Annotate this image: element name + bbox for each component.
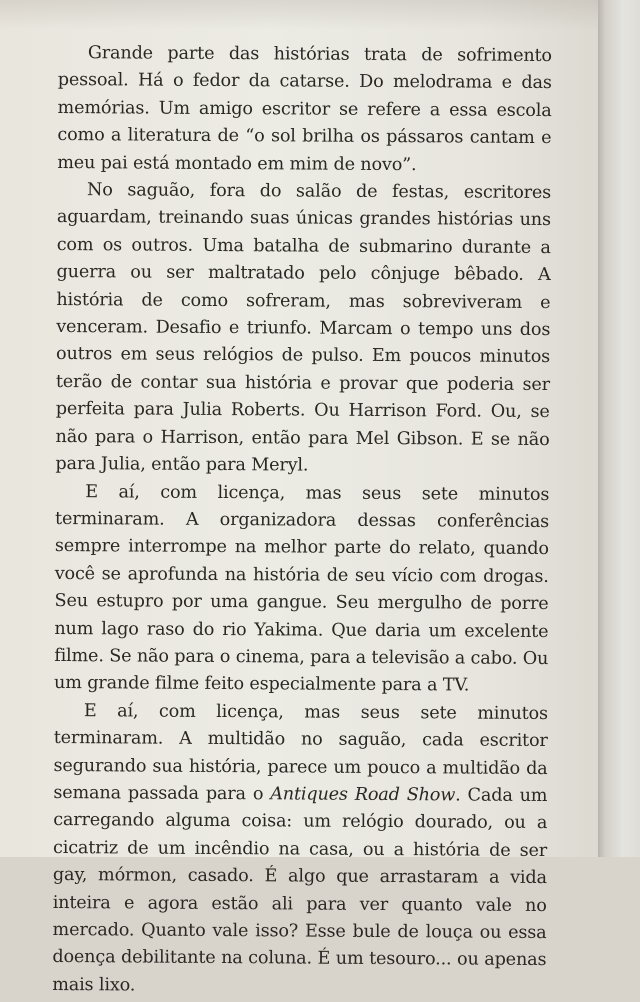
show-title-italic: Antiques Road Show <box>270 784 456 806</box>
page-shadow <box>0 0 600 30</box>
paragraph-4-text-after: . Cada um carregando alguma coisa: um relógio dourado, ou a cicatriz de um incêndio na casa, ou a história de ser gay, mórmon, casado. É algo que arrastaram a vida inteira e agora estão ali para ver quanto vale no mercado. Quanto vale isso? Esse bule de louça ou essa doença debilitante na coluna. É um tesouro... ou apenas mais lixo. <box>52 785 548 996</box>
body-text <box>52 40 552 1002</box>
next-page-edge <box>598 0 640 857</box>
paragraph-3: E aí, com licença, mas seus sete minutos terminaram. A organizadora dessas conferências sempre interrompe na melhor parte do relato, quando você se aprofunda na história de seu vício com drogas. Seu estupro por uma gangue. Seu mergulho de porre num lago raso do rio Yakima. Que daria um excelente filme. Se não para o cinema, para a televisão a cabo. Ou um grande filme feito especialmente para a TV. <box>54 481 550 696</box>
paragraph-4 <box>52 698 548 1002</box>
paragraph-2: No saguão, fora do salão de festas, escritores aguardam, treinando suas únicas grandes histórias uns com os outros. Uma batalha de submarino durante a guerra ou ser maltratado pelo cônjuge bêbado. A história de como sofreram, mas sobreviveram e venceram. Desafio e triunfo. Marcam o tempo uns dos outros em seus relógios de pulso. Em poucos minutos terão de contar sua história e provar que poderia ser perfeita para Julia Roberts. Ou Harrison Ford. Ou, se não para o Harrison, então para Mel Gibson. E se não para Julia, então para Meryl. <box>55 180 552 476</box>
paragraph-4-text-before: E aí, com licença, mas seus sete minutos terminaram. A multidão no saguão, cada escritor segurando sua história, parece um pouco a multidão da semana passada para o <box>53 700 548 805</box>
paragraph-1: Grande parte das histórias trata de sofrimento pessoal. Há o fedor da catarse. Do melodrama e das memórias. Um amigo escritor se refere a essa escola como a literatura de “o sol brilha os pássaros cantam e meu pai está montado em mim de novo”. <box>57 43 552 175</box>
